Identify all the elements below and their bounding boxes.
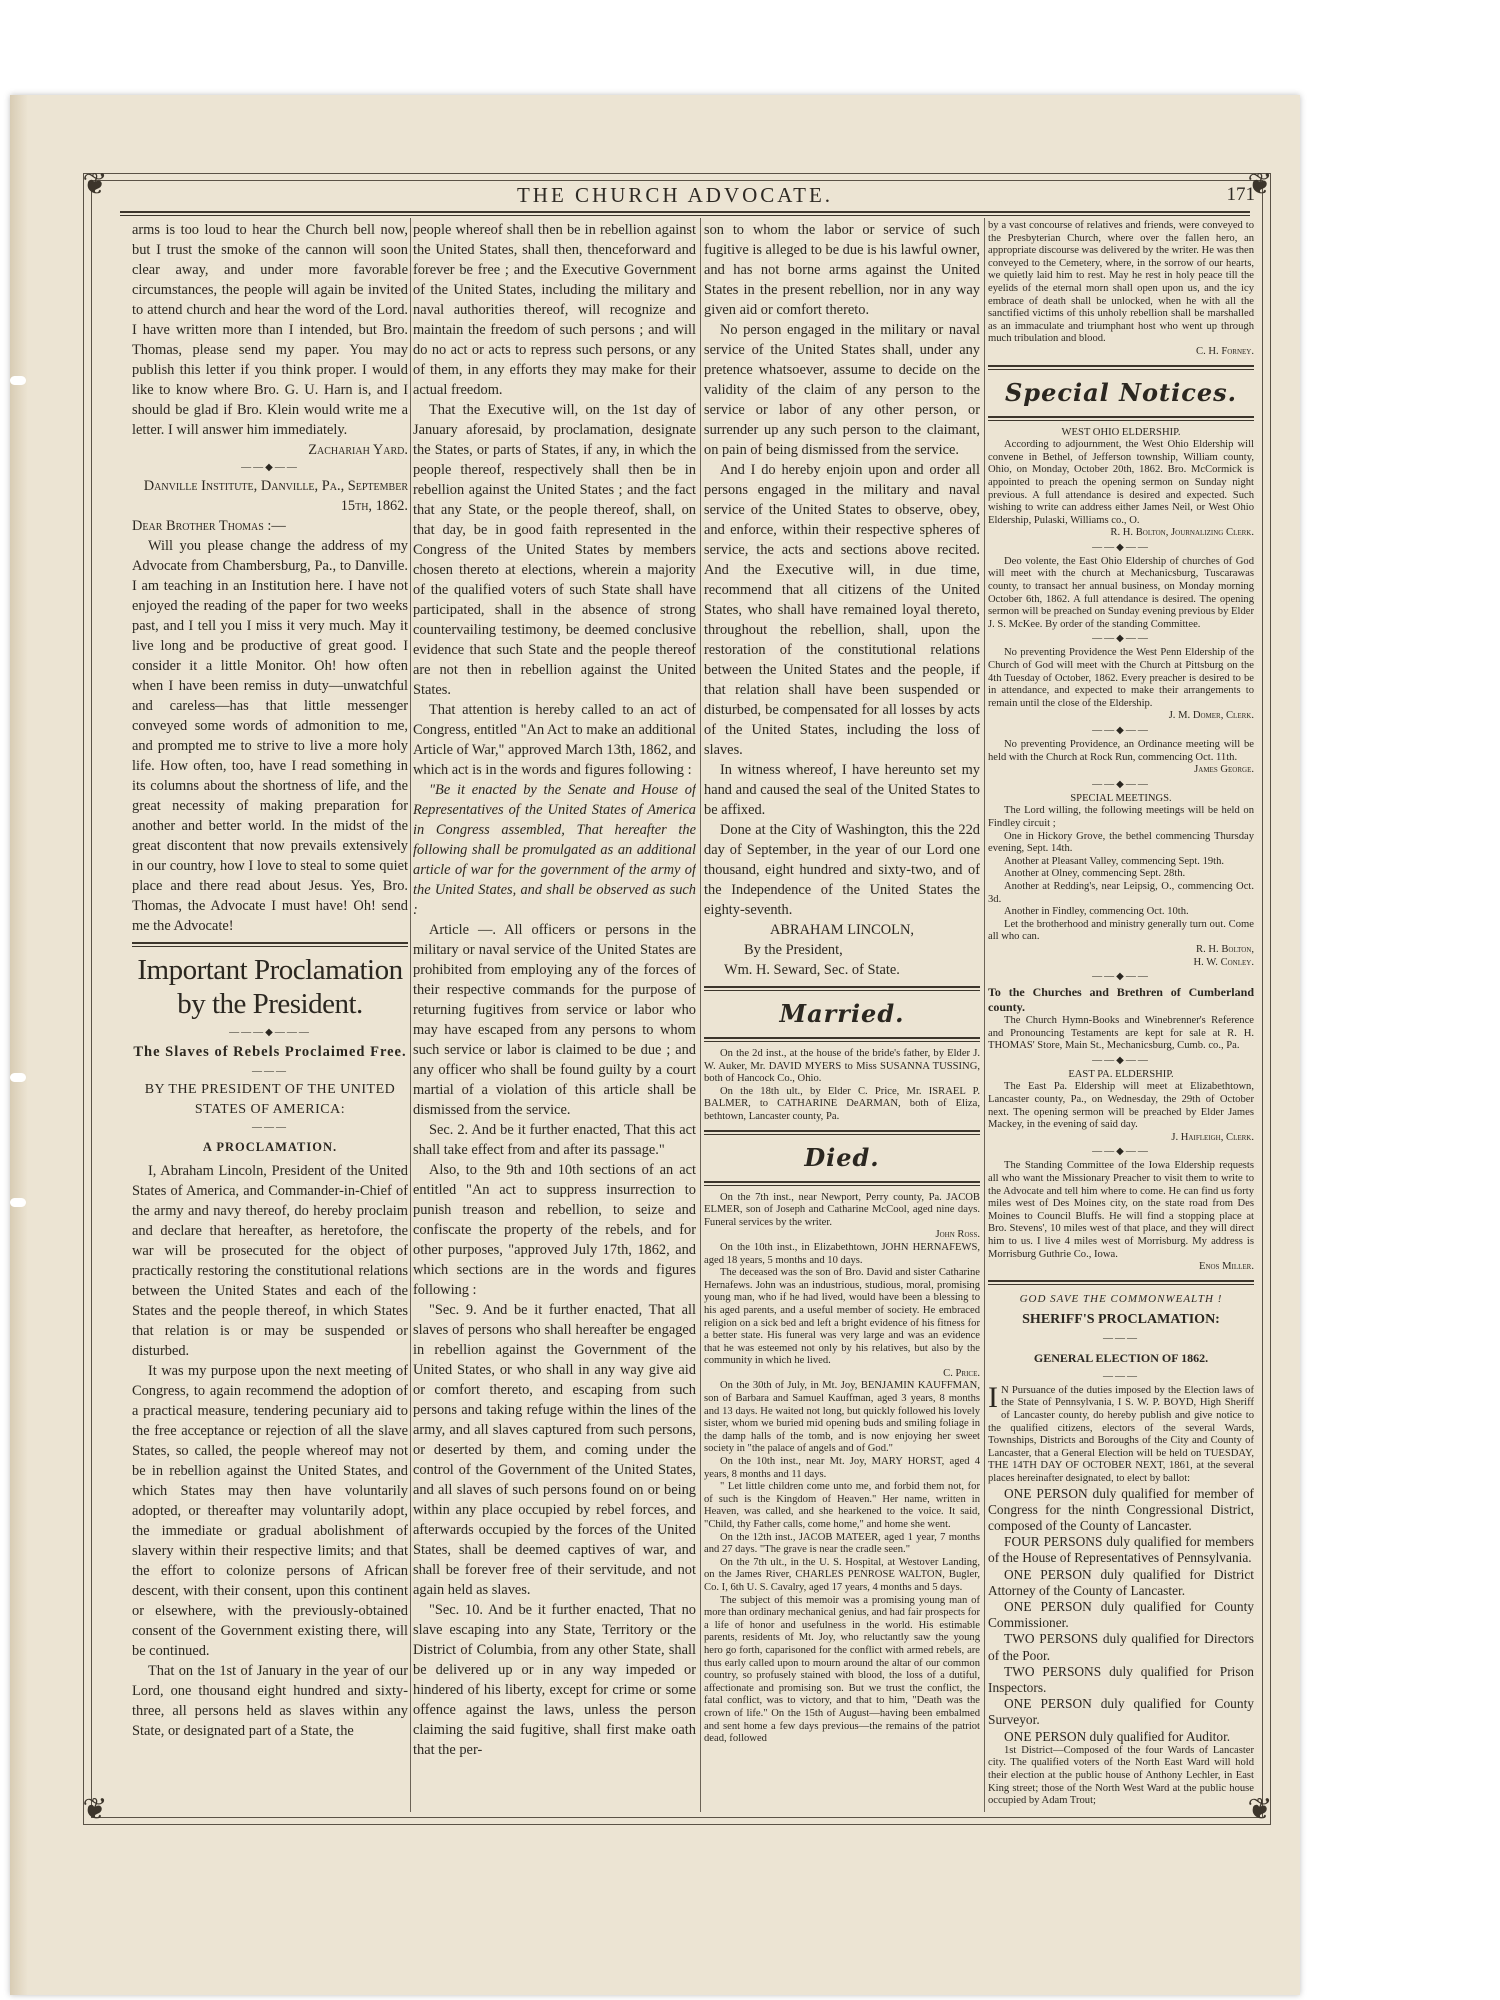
notice-title: To the Churches and Brethren of Cumberland county. — [988, 985, 1254, 1015]
election-office: ONE PERSON duly qualified for County Surveyor. — [988, 1696, 1254, 1728]
proclamation-paragraph: And I do hereby enjoin upon and order all persons engaged in the military and naval service of the United States to observe, obey, and enforce, within their respective spheres of service, the acts and sections above recited. And the Executive will, in due time, recommend that all citizens of the United States, who shall have remained loyal thereto, throughout the rebellion, shall, upon the restoration of the constitutional relations between the United States and the people, if that relation shall have been suspended or disturbed, be compensated for all losses by acts of the United States, including the loss of slaves. — [704, 462, 980, 758]
obituary-notice: The deceased was the son of Bro. David and sister Catharine Hernafews. John was an industrious, studious, moral, promising young man, who if he had lived, would have been a blessing to his aged parents, and a useful member of society. He embraced religion on a sick bed and left a bright evidence of his fitness for a better state. His funeral was very large and was an evidence that he was esteemed not only by his relatives, but also by the community in which he lived. — [704, 1267, 980, 1367]
proclamation-paragraph: In witness whereof, I have hereunto set my hand and caused the seal of the United States to be affixed. — [704, 762, 980, 818]
notice-signature: Enos Miller. — [1198, 1261, 1254, 1273]
notice-text: According to adjournment, the West Ohio Eldership will convene in Bethel, of Jefferson township, William county, Ohio, on Monday, October 20th, 1862. Bro. McCormick is appointed to preach the opening sermon on Sunday night previous. A full attendance is desired and expected. Such wishing to write can address either James Neil, or West Ohio Eldership, Pulaski, Williams co., O. — [988, 439, 1254, 526]
column-rule — [410, 218, 411, 1812]
letter-dateline: Danville Institute, Danville, Pa., September 15th, 1862. — [143, 478, 408, 514]
separator: ——◆—— — [1092, 971, 1150, 983]
obituary-signature: John Ross. — [935, 1229, 980, 1241]
letter-salutation: Dear Brother Thomas :— — [132, 518, 286, 534]
election-office: ONE PERSON duly qualified for Auditor. — [1004, 1728, 1231, 1744]
election-office: ONE PERSON duly qualified for District Attorney of the County of Lancaster. — [988, 1566, 1254, 1598]
notice-signature: James George. — [1194, 764, 1254, 776]
proclamation-paragraph: Done at the City of Washington, this the 22d day of September, in the year of our Lord one thousand, eight hundred and sixty-two, and of the Independence of the United States the eighty-seventh. — [704, 822, 980, 918]
notice-title: EAST PA. ELDERSHIP. — [1068, 1068, 1174, 1080]
page-number: 171 — [1226, 184, 1255, 205]
article-headline: Important Proclamation by the President. — [137, 954, 403, 1020]
obituary-notice: On the 10th inst., near Mt. Joy, MARY HORST, aged 4 years, 8 months and 11 days. — [704, 1456, 980, 1480]
separator: ——◆—— — [1092, 1146, 1150, 1158]
separator: ——◆—— — [1092, 1054, 1150, 1066]
died-heading: Died. — [804, 1142, 880, 1172]
proclamation-paragraph: Sec. 2. And be it further enacted, That this act shall take effect from and after its passage." — [413, 1122, 696, 1158]
obituary-notice: On the 7th inst., near Newport, Perry county, Pa. JACOB ELMER, son of Joseph and Catharine McCool, aged nine days. Funeral services by the writer. — [704, 1191, 980, 1228]
proclamation-paragraph: Article —. All officers or persons in the military or naval service of the United States are prohibited from employing any of the forces of their respective commands for the purpose of returning fugitives from service or labor who may have escaped from any persons to whom such service or labor is claimed to be due ; and any officer who shall be found guilty by a court martial of a violation of this article shall be dismissed from the service. — [413, 922, 696, 1118]
proclamation-paragraph: son to whom the labor or service of such fugitive is alleged to be due is his lawful owner, and has not borne arms against the United States in the present rebellion, nor in any way given aid or comfort thereto. — [704, 222, 980, 318]
corner-ornament-bottom-left: ❦ — [82, 1792, 108, 1827]
separator: ——— — [1103, 1370, 1139, 1382]
sheriff-proclamation-body: N Pursuance of the duties imposed by the Election laws of the State of Pennsylvania, I S. W. P. BOYD, High Sheriff of Lancaster county, do hereby publish and give notice to the qualified citizens, electors of the several Wards, Townships, Districts and Boroughs of the City and County of Lancaster, that a General Election will be held on TUESDAY, THE 14TH DAY OF OCTOBER NEXT, 1861, at the several places hereinafter designated, to elect by ballot: — [988, 1384, 1254, 1484]
section-rule — [132, 942, 408, 947]
section-rule — [704, 1130, 980, 1135]
notice-text: Let the brotherhood and ministry generally turn out. Come all who can. — [988, 918, 1254, 943]
column-3 — [704, 220, 980, 1810]
notice-text: The Lord willing, the following meetings will be held on Findley circuit ; — [988, 805, 1254, 829]
notice-text: The East Pa. Eldership will meet at Elizabethtown, Lancaster county, Pa., on Wednesday, the 29th of October next. The opening sermon will be preached by Elder James Mackey, in the evening of said day. — [988, 1081, 1254, 1131]
proclamation-quote: "Be it enacted by the Senate and House of Representatives of the United States of America in Congress assembled, That hereafter the following shall be promulgated as an additional article of war for the government of the army of the United States, and shall be observed as such : — [413, 782, 696, 918]
notice-signature: R. H. Bolton, — [1196, 943, 1254, 955]
section-rule — [988, 416, 1254, 421]
proclamation-paragraph: No person engaged in the military or naval service of the United States shall, under any pretence whatsoever, assume to decide on the validity of the claim of any person to the service or labor of any other person, or surrender up any such person to the claimant, on pain of being dismissed from the service. — [704, 322, 980, 458]
proclamation-paragraph: It was my purpose upon the next meeting of Congress, to again recommend the adoption of a practical measure, tendering pecuniary aid to the free acceptance or rejection of all the slave States, so called, the people whereof may not be in rebellion against the United States, and which States may then have voluntarily adopted, or thereafter may voluntarily adopt, the immediate or gradual abolishment of slavery within their respective limits; and that the effort to colonize persons of African descent, with their consent, upon this continent or elsewhere, with the previously-obtained consent of the Government existing there, will be continued. — [132, 1363, 408, 1659]
proclamation-paragraph: That on the 1st of January in the year of our Lord, one thousand eight hundred and sixty-three, all persons held as slaves within any State, or designated part of a State, the — [132, 1663, 408, 1739]
obituary-signature: C. H. Forney. — [1196, 345, 1254, 357]
signature-by: By the President, — [744, 942, 843, 958]
election-district: 1st District—Composed of the four Wards of Lancaster city. The qualified voters of the North East Ward will hold their election at the public house of Anthony Lechler, in East King street; those of the North West Ward at the public house occupied by Adam Trout; — [988, 1744, 1254, 1807]
notice-text: Another at Redding's, near Leipsig, O., commencing Oct. 3d. — [988, 880, 1254, 905]
proclamation-byline: BY THE PRESIDENT OF THE UNITED STATES OF AMERICA: — [144, 1082, 396, 1117]
column-1 — [132, 220, 408, 1810]
signature-lincoln: ABRAHAM LINCOLN, — [770, 922, 914, 938]
notice-signature: J. M. Domer, Clerk. — [1168, 710, 1254, 722]
notice-title: WEST OHIO ELDERSHIP. — [1061, 426, 1181, 438]
signature-seward: Wm. H. Seward, Sec. of State. — [724, 962, 900, 978]
sheriff-proclamation-heading: SHERIFF'S PROCLAMATION: — [1022, 1311, 1220, 1327]
notice-signature: H. W. Conley. — [1193, 956, 1254, 968]
separator: ———◆——— — [229, 1027, 311, 1038]
separator: ——◆—— — [1092, 725, 1150, 736]
special-notices-heading: Special Notices. — [1004, 377, 1238, 407]
notice-text: One in Hickory Grove, the bethel commencing Thursday evening, Sept. 14th. — [988, 830, 1254, 855]
notice-text: The Church Hymn-Books and Winebrenner's Reference and Pronouncing Testaments are kept for sale at R. H. THOMAS' Store, Main St., Mechanicsburg, Cumb. co., Pa. — [988, 1015, 1254, 1052]
separator: ——— — [1103, 1332, 1139, 1344]
proclamation-paragraph: people whereof shall then be in rebellion against the United States, shall then, thenceforward and forever be free ; and the Executive Government of the United States, including the military and naval authorities thereof, will recognize and maintain the freedom of such persons ; and will do no act or acts to repress such persons, or any of them, in any efforts they may make for their actual freedom. — [413, 222, 696, 398]
obituary-notice: On the 10th inst., in Elizabethtown, JOHN HERNAFEWS, aged 18 years, 5 months and 10 days. — [704, 1241, 980, 1266]
header-rule — [120, 211, 1250, 213]
section-rule — [704, 1037, 980, 1042]
column-rule — [700, 218, 701, 1812]
election-office: ONE PERSON duly qualified for member of Congress for the ninth Congressional District, composed of the County of Lancaster. — [988, 1485, 1254, 1533]
notice-text: Another at Pleasant Valley, commencing Sept. 19th. — [1004, 855, 1225, 867]
notice-text: No preventing Providence the West Penn Eldership of the Church of God will meet with the Church at Pittsburg on the 4th Tuesday of October, 1862. Every preacher is desired to be in attendance, and expected to make their arrangements to remain until the close of the Eldership. — [988, 647, 1254, 709]
binding-hole — [10, 1073, 26, 1082]
proclamation-paragraph: "Sec. 10. And be it further enacted, That no slave escaping into any State, Territory or the District of Columbia, from any other State, shall be delivered up or in any way impeded or hindered of his liberty, except for crime or some offence against the laws, unless the person claiming the said fugitive, shall first make oath that the per- — [413, 1602, 696, 1758]
obituary-notice: On the 12th inst., JACOB MATEER, aged 1 year, 7 months and 27 days. "The grave is near the cradle seen." — [704, 1531, 980, 1556]
notice-text: The Standing Committee of the Iowa Eldership requests all who want the Missionary Preacher to visit them to write to the Advocate and tell him where to come. He can find us forty miles west of Des Moines city, on the state road from Des Moines to Council Bluffs. He will find a stopping place at Bro. Stevens', 10 miles west of that place, and they will direct him to us. I live 4 miles west of Morrisburg. My address is Morrisburg Guthrie Co., Iowa. — [988, 1160, 1254, 1260]
married-heading: Married. — [779, 999, 905, 1028]
proclamation-paragraph: Also, to the 9th and 10th sections of an act entitled "An act to suppress insurrection to punish treason and rebellion, to seize and confiscate the property of the rebels, and for other purposes, "approved July 17th, 1862, and which sections are in the words and figures following : — [413, 1162, 696, 1298]
separator: ——— — [252, 1122, 288, 1133]
letter-paragraph: Will you please change the address of my Advocate from Chambersburg, Pa., to Danville. I am teaching in an Institution here. I have not enjoyed the reading of the paper for two weeks past, and I tell you I miss it very much. May it live long and be productive of great good. I consider it a little Monitor. Oh! how often when I have been remiss in duty—unwatchful and careless—has that little messenger conveyed some words of admonition to me, and prompted me to strive to live a more holy life. How often, too, have I read something in its columns about the shortness of life, and the great necessity of making preparation for another and better world. In the midst of the great discontent that now prevails extensively in our country, how I love to steal to some quiet place and there read about Jesus. Yes, Bro. Thomas, the Advocate I must have! Oh! send me the Advocate! — [132, 538, 408, 934]
separator: ——◆—— — [1092, 778, 1150, 790]
marriage-notice: On the 18th ult., by Elder C. Price, Mr. ISRAEL P. BALMER, to CATHARINE DeARMAN, both of Eliza, bethtown, Lancaster county, Pa. — [704, 1085, 980, 1122]
proclamation-paragraph: "Sec. 9. And be it further enacted, That all slaves of persons who shall hereafter be engaged in rebellion against the Government of the United States, or who shall in any way give aid or comfort thereto, and escaping from such persons and taking refuge within the lines of the army, and all slaves captured from such persons, or deserted by them, and coming under the control of the Government of the United States, and all slaves of such persons found on or being within any place occupied by rebel forces, and afterwards occupied by the forces of the United States, shall be deemed captives of war, and shall be forever free of their servitude, and not again held as slaves. — [413, 1302, 696, 1598]
election-office: ONE PERSON duly qualified for County Commissioner. — [988, 1598, 1254, 1631]
election-heading: GENERAL ELECTION OF 1862. — [1033, 1350, 1209, 1365]
proclamation-title: A PROCLAMATION. — [202, 1140, 338, 1154]
notice-title: SPECIAL MEETINGS. — [1070, 792, 1172, 804]
column-4 — [988, 220, 1254, 1810]
marriage-notice: On the 2d inst., at the house of the bride's father, by Elder J. W. Auker, Mr. DAVID MYERS to Miss SUSANNA TUSSING, both of Hancock Co., Ohio. — [704, 1048, 980, 1085]
article-subheadline: The Slaves of Rebels Proclaimed Free. — [133, 1044, 407, 1060]
letter-paragraph: arms is too loud to hear the Church bell now, but I trust the smoke of the cannon will soon clear away, and under more favorable circumstances, the people will again be invited to attend church and hear the word of the Lord. I have written more than I intended, but Bro. Thomas, please send my paper. You may publish this letter if you think proper. I would like to know where Bro. G. U. Harn is, and I should be glad if Bro. Klein would write me a letter. I will answer him immediately. — [132, 222, 408, 438]
separator: ——◆—— — [1092, 541, 1150, 553]
section-rule — [988, 365, 1254, 370]
obituary-signature: C. Price. — [943, 1367, 980, 1379]
notice-text: No preventing Providence, an Ordinance meeting will be held with the Church at Rock Run, commencing Oct. 11th. — [988, 739, 1254, 763]
separator: ——◆—— — [1092, 633, 1150, 645]
masthead-title: THE CHURCH ADVOCATE. — [516, 183, 834, 207]
election-office: TWO PERSONS duly qualified for Prison Inspectors. — [988, 1663, 1254, 1695]
notice-text: Another in Findley, commencing Oct. 10th. — [1004, 906, 1189, 918]
separator: ——◆—— — [241, 462, 299, 473]
election-office: TWO PERSONS duly qualified for Directors of the Poor. — [988, 1631, 1254, 1663]
commonwealth-motto: GOD SAVE THE COMMONWEALTH ! — [1019, 1292, 1223, 1305]
proclamation-paragraph: That the Executive will, on the 1st day of January aforesaid, by proclamation, designate the States, or parts of States, if any, in which the people thereof, respectively shall then be in rebellion against the United States ; and the fact that any State, or the people thereof, shall, on that day, be in good faith represented in the Congress of the United States by members chosen thereto at elections, wherein a majority of the qualified voters of such State shall have participated, shall in the absence of strong countervailing testimony, be deemed conclusive evidence that such State and the people thereof are not then in rebellion against the United States. — [413, 402, 696, 698]
letter-signature: Zachariah Yard. — [308, 442, 408, 458]
corner-ornament-top-left: ❦ — [82, 167, 108, 202]
separator: ——— — [252, 1066, 288, 1077]
obituary-continued: by a vast concourse of relatives and friends, were conveyed to the Presbyterian Church, where over the fallen hero, an appropriate discourse was delivered by the writer. He was then conveyed to the Cemetery, where, in the sorrow of our hearts, we quietly laid him to rest. May he rest in holy peace till the eyelids of the eternal morn shall open upon us, and the icy embrace of death shall be unlocked, when he with all the sanctified victims of this unholy rebellion shall be marshalled as an immaculate and triumphant host who went up through much tribulation and blood. — [988, 220, 1254, 345]
binding-hole — [10, 376, 26, 385]
notice-text: Another at Olney, commencing Sept. 28th. — [1004, 868, 1186, 880]
proclamation-paragraph: That attention is hereby called to an act of Congress, entitled "An Act to make an additional Article of War," approved March 13th, 1862, and which act is in the words and figures following : — [413, 702, 696, 778]
binding-hole — [10, 1198, 26, 1207]
obituary-notice: On the 30th of July, in Mt. Joy, BENJAMIN KAUFFMAN, son of Barbara and Samuel Kauffman, aged 3 years, 8 months and 13 days. He waited not long, but quickly followed his lovely sister, whom we buried mid opening buds and smiling foliage in the damp halls of the tomb, and is now enjoying her sweet society in "the palace of angels and of God." — [704, 1380, 980, 1455]
corner-ornament-top-right: ❦ — [1247, 167, 1273, 202]
obituary-notice: The subject of this memoir was a promising young man of more than ordinary mechanical genius, and had fair prospects for a life of honor and usefulness in the world. His estimable parents, residents of Mt. Joy, who reluctantly saw the young hero go forth, caparisoned for the conflict with armed rebels, are thus early called upon to mourn around the altar of our common country, so profusely stained with blood, the loss of a dutiful, affectionate and promising son. But we trust the conflict, the fatal conflict, was to victory, and that to him, "Death was the crown of life." On the 15th of August—having been embalmed and sent home a few days previous—the remains of the patriot dead, followed — [704, 1594, 980, 1745]
corner-ornament-bottom-right: ❦ — [1247, 1792, 1273, 1827]
proclamation-paragraph: I, Abraham Lincoln, President of the United States of America, and Commander-in-Chief of the army and navy thereof, do hereby proclaim and declare that hereafter, as heretofore, the war will be prosecuted for the object of practically restoring the constitutional relations between the United States and each of the States and the people thereof, in which States that relation is or may be suspended or disturbed. — [132, 1163, 408, 1359]
notice-signature: R. H. Bolton, Journalizing Clerk. — [1110, 527, 1254, 539]
column-rule — [984, 218, 985, 1812]
obituary-notice: On the 7th ult., in the U. S. Hospital, at Westover Landing, on the James River, CHARLES PENROSE WALTON, Bugler, Co. I, 6th U. S. Cavalry, aged 17 years, 4 months and 5 days. — [704, 1556, 980, 1593]
sheriff-proclamation-text — [988, 1380, 1254, 1486]
obituary-notice: " Let little children come unto me, and forbid them not, for of such is the Kingdom of Heaven." Her name, written in Heaven, was called, and she hearkened to the voice. It said, "Child, thy Father calls, come home," and home she went. — [704, 1481, 980, 1530]
notice-signature: J. Haifleigh, Clerk. — [1171, 1131, 1254, 1143]
section-rule — [704, 986, 980, 991]
election-office: FOUR PERSONS duly qualified for members of the House of Representatives of Pennsylvania. — [988, 1534, 1254, 1566]
section-rule — [704, 1181, 980, 1186]
header-rule-thin — [120, 215, 1250, 216]
column-2 — [413, 220, 696, 1810]
section-rule — [988, 1280, 1254, 1285]
drop-cap-letter: I — [988, 1380, 998, 1414]
notice-text: Deo volente, the East Ohio Eldership of churches of God will meet with the church at Mechanicsburg, Tuscarawas county, to transact her annual business, on Monday morning October 6th, 1862. A full attendance is desired. The opening sermon will be preached on Sunday evening previous by Elder J. S. McKee. By order of the standing Committee. — [988, 555, 1254, 630]
